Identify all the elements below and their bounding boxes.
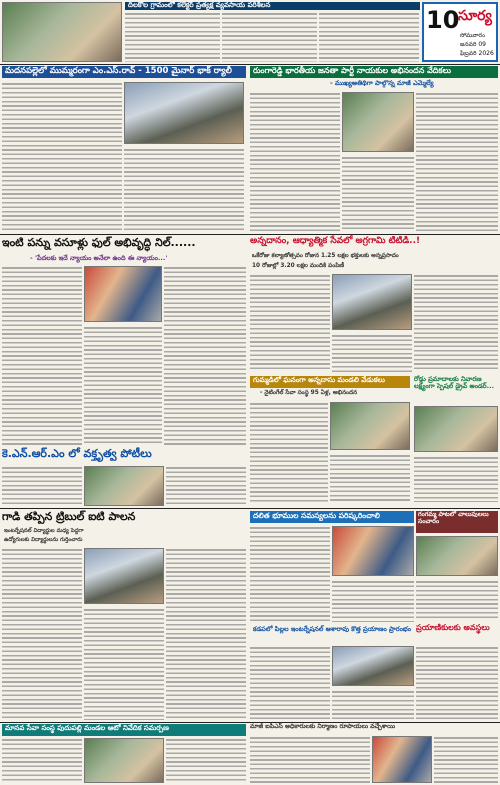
ttd-photo	[332, 274, 412, 330]
house-tax-body	[2, 266, 82, 446]
headline-dalit-lands: దలిత భూముల సమస్యలను పరిష్కరించాలి	[250, 511, 414, 523]
rally-body	[2, 82, 122, 232]
ips-photo	[372, 736, 432, 783]
manava-seva-body-2	[166, 738, 246, 783]
headline-ttd: అన్నదానం, ఆధ్యాత్మిక సేవలో అగ్రగామి టిటిడి..!	[250, 236, 421, 246]
kadapa-body-2	[332, 690, 414, 720]
gummadi-photo	[330, 402, 410, 450]
road-safety-photo	[414, 406, 498, 452]
bjp-body	[250, 92, 340, 232]
kadapa-photo	[332, 646, 414, 686]
house-tax-photo	[84, 266, 162, 322]
top-strip-body-2	[222, 12, 317, 62]
headline-manava-seva: మానవ సేవా సంస్థ పుదుపల్లి మండల ఆటో నివేదిక సమర్పణ	[2, 724, 246, 736]
dalit-body-2	[332, 580, 414, 622]
iiit-photo	[84, 548, 164, 604]
passengers-body	[416, 646, 498, 720]
kadapa-body	[250, 646, 330, 720]
house-tax-body-2	[84, 326, 162, 446]
headline-knrm: కె.ఎన్.ఆర్.ఎం లో వక్తృత్వ పోటీలు	[2, 447, 152, 460]
house-tax-subheadline: - 'పేదలకు ఇదే న్యాయం అనేలా ఉంది ఈ న్యాయం...'	[30, 254, 168, 262]
gummadi-body-3	[414, 456, 498, 502]
masthead-day: సోమవారం	[460, 32, 486, 39]
bjp-body-2	[416, 92, 498, 232]
top-strip-body-3	[319, 12, 419, 62]
ttd-bullet-1: ఒకేరోజు కల్యాణోత్సవం రోజున 1.25 లక్షల భక్తులకు అన్నప్రసాదం	[252, 253, 399, 259]
bjp-photo	[342, 92, 414, 152]
rally-body-2	[124, 148, 244, 232]
divider	[0, 508, 500, 509]
manava-seva-body	[2, 738, 82, 783]
headline-iiit: గాడి తప్పిన ట్రిబుల్ ఐటి పాలన	[2, 510, 136, 523]
bjp-body-3	[342, 156, 414, 232]
masthead-box	[422, 2, 498, 62]
house-tax-body-3	[164, 266, 246, 446]
masthead-year: ఫిబ్రవరి 2026	[460, 50, 494, 57]
ips-body	[250, 736, 370, 783]
top-photo	[2, 2, 122, 62]
headline-house-tax: ఇంటి పన్ను వసూళ్లు ఫుల్ అభివృద్ధి నిల్......	[2, 236, 196, 249]
dalit-photo	[332, 526, 414, 576]
headline-ips: మాజీ ఐపిఎస్ అధికారులకు నిర్మాణం రూపాయలు వచ్చేశాయి	[250, 723, 396, 730]
ips-body-2	[434, 736, 498, 783]
gummadi-body-2	[330, 454, 410, 502]
top-strip-body-1	[125, 12, 220, 62]
dalit-body	[250, 526, 330, 622]
knrm-photo	[84, 466, 164, 506]
gummadi-body	[250, 402, 328, 502]
iiit-body-2	[84, 608, 164, 720]
knrm-body	[2, 466, 82, 506]
headline-road-safety: రోడ్డు ప్రమాదాలకు నివారణ లక్ష్యంగా స్పెషల్ డ్రైవ్ అండర్...	[414, 375, 495, 390]
iiit-bullet-2: ఉద్యోగులకు విద్యార్థులను గుర్తించారు	[4, 537, 83, 543]
paper-name: సూర్య	[458, 8, 492, 24]
masthead-date: జనవరి 09	[460, 41, 486, 48]
gangamma-body	[416, 580, 498, 620]
ttd-body-2	[414, 274, 498, 372]
headline-passengers: ప్రయాణికులకు అవస్థలు	[416, 623, 490, 632]
iiit-body-3	[166, 548, 246, 720]
manava-seva-photo	[84, 738, 164, 783]
gummadi-subheadline: - నైటింగేల్ సేవా సంస్థ 95 ఏళ్ల, అభినందన	[260, 390, 358, 396]
divider	[0, 64, 500, 65]
top-news-strip	[0, 0, 420, 64]
rally-photo	[124, 82, 244, 144]
ttd-bullet-2: 10 రోజుల్లో 3.20 లక్షల మందికి పంపిణీ	[252, 263, 345, 269]
iiit-bullet-1: ఇంటర్నేషనల్ విద్యార్థుల మధ్య పెద్దగా	[4, 528, 84, 534]
headline-gummadi: గుమ్మడిలో ఘనంగా అన్నదాసు మండలి వేడుకలు	[250, 376, 410, 388]
top-strip-headline: దిలకొల గ్రామంలో కలెక్టర్ ప్రత్యక్ష వ్యవసాయ పరిశీలన	[125, 2, 420, 10]
headline-gangamma: గంగమ్మ పాటలో చాలుపులలు సంచారం	[416, 511, 498, 533]
iiit-body	[2, 548, 82, 720]
headline-bjp: రుంగారెడ్డి భారతీయ జనతా పార్టీ నాయకుల అభినందన వేదికలు	[250, 66, 498, 78]
headline-rally: మదనపల్లెలో ముమ్మరంగా ఎం.ఎస్.రావ్ - 1500 మైనార్ భాక్ ర్యాలీ	[2, 66, 246, 78]
bjp-subheadline: - ముఖ్యఅతిథిగా పాల్గొన్న మాజీ ఎమ్మెల్యే	[330, 79, 434, 87]
gangamma-photo	[416, 536, 498, 576]
headline-kadapa: కడపలో పిల్లల ఇంటర్నేషనల్ ఆశారావు కొత్త ప్రయాణం ప్రారంభం	[252, 625, 412, 633]
knrm-body-2	[166, 466, 246, 506]
divider	[0, 234, 500, 235]
page-number: 10	[426, 6, 460, 34]
ttd-body	[250, 274, 330, 372]
ttd-body-3	[332, 334, 412, 372]
